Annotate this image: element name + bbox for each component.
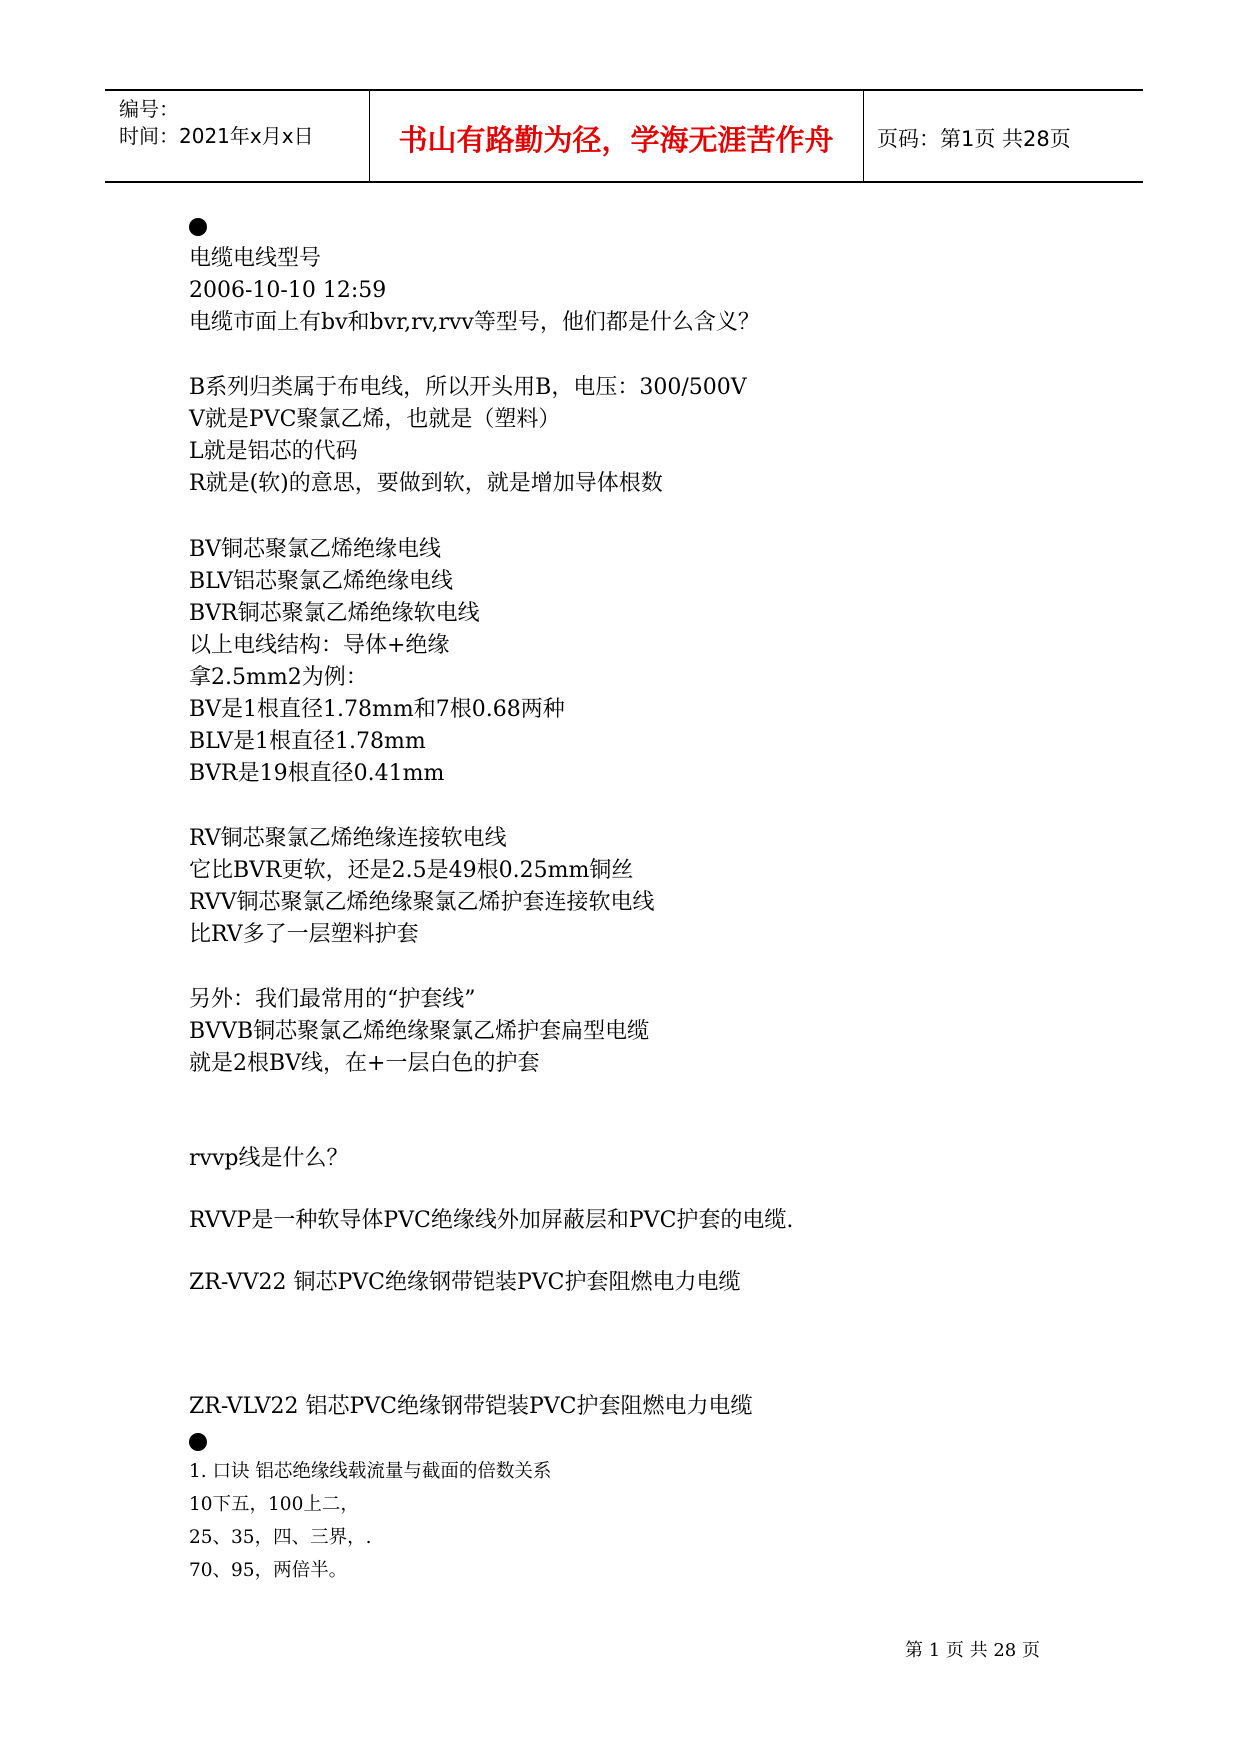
paragraph: 电缆市面上有bv和bvr,rv,rvv等型号，他们都是什么含义？ bbox=[189, 310, 760, 335]
paragraph: 另外：我们最常用的“护套线” bbox=[189, 987, 476, 1012]
document-date: 时间：2021年x月x日 bbox=[119, 124, 314, 148]
article-title: 电缆电线型号 bbox=[189, 246, 322, 271]
paragraph: BVR铜芯聚氯乙烯绝缘软电线 bbox=[189, 601, 480, 626]
paragraph: RVVP是一种软导体PVC绝缘线外加屏蔽层和PVC护套的电缆. bbox=[189, 1208, 794, 1233]
paragraph: R就是(软)的意思，要做到软，就是增加导体根数 bbox=[189, 471, 663, 496]
paragraph: 以上电线结构：导体+绝缘 bbox=[189, 633, 450, 658]
formula-line: 10下五，100上二， bbox=[189, 1494, 359, 1515]
paragraph: 比RV多了一层塑料护套 bbox=[189, 922, 419, 947]
formula-title: 1. 口诀 铝芯绝缘线载流量与截面的倍数关系 bbox=[189, 1461, 552, 1482]
paragraph: BVVB铜芯聚氯乙烯绝缘聚氯乙烯护套扁型电缆 bbox=[189, 1019, 650, 1044]
bullet-icon bbox=[189, 218, 207, 236]
paragraph: ZR-VLV22 铝芯PVC绝缘钢带铠装PVC护套阻燃电力电缆 bbox=[189, 1394, 753, 1419]
header-motto-cell bbox=[369, 91, 864, 181]
paragraph: B系列归类属于布电线，所以开头用B，电压：300/500V bbox=[189, 375, 747, 400]
paragraph: BV铜芯聚氯乙烯绝缘电线 bbox=[189, 537, 442, 562]
document-header bbox=[105, 89, 1143, 183]
document-number-label: 编号： bbox=[119, 97, 179, 121]
paragraph: BLV是1根直径1.78mm bbox=[189, 729, 426, 754]
bullet-icon bbox=[189, 1433, 207, 1451]
paragraph: 它比BVR更软，还是2.5是49根0.25mm铜丝 bbox=[189, 858, 634, 883]
paragraph: 就是2根BV线，在+一层白色的护套 bbox=[189, 1051, 540, 1076]
formula-line: 25、35，四、三界，. bbox=[189, 1527, 372, 1548]
formula-line: 70、95，两倍半。 bbox=[189, 1560, 348, 1581]
paragraph: 拿2.5mm2为例： bbox=[189, 665, 368, 690]
header-page-cell bbox=[863, 91, 1143, 181]
header-motto: 书山有路勤为径，学海无涯苦作舟 bbox=[398, 123, 834, 157]
paragraph: RVV铜芯聚氯乙烯绝缘聚氯乙烯护套连接软电线 bbox=[189, 890, 655, 915]
paragraph: ZR-VV22 铜芯PVC绝缘钢带铠装PVC护套阻燃电力电缆 bbox=[189, 1270, 741, 1295]
paragraph: BV是1根直径1.78mm和7根0.68两种 bbox=[189, 697, 565, 722]
paragraph: L就是铝芯的代码 bbox=[189, 439, 358, 464]
header-page-code: 页码：第1页 共28页 bbox=[877, 127, 1071, 151]
page-footer: 第 1 页 共 28 页 bbox=[905, 1640, 1040, 1661]
paragraph: V就是PVC聚氯乙烯，也就是（塑料） bbox=[189, 407, 561, 432]
paragraph: BLV铝芯聚氯乙烯绝缘电线 bbox=[189, 569, 454, 594]
article-datetime: 2006-10-10 12:59 bbox=[189, 278, 387, 303]
header-info-cell bbox=[105, 91, 370, 181]
paragraph: BVR是19根直径0.41mm bbox=[189, 761, 445, 786]
paragraph: rvvp线是什么？ bbox=[189, 1146, 349, 1171]
paragraph: RV铜芯聚氯乙烯绝缘连接软电线 bbox=[189, 826, 507, 851]
